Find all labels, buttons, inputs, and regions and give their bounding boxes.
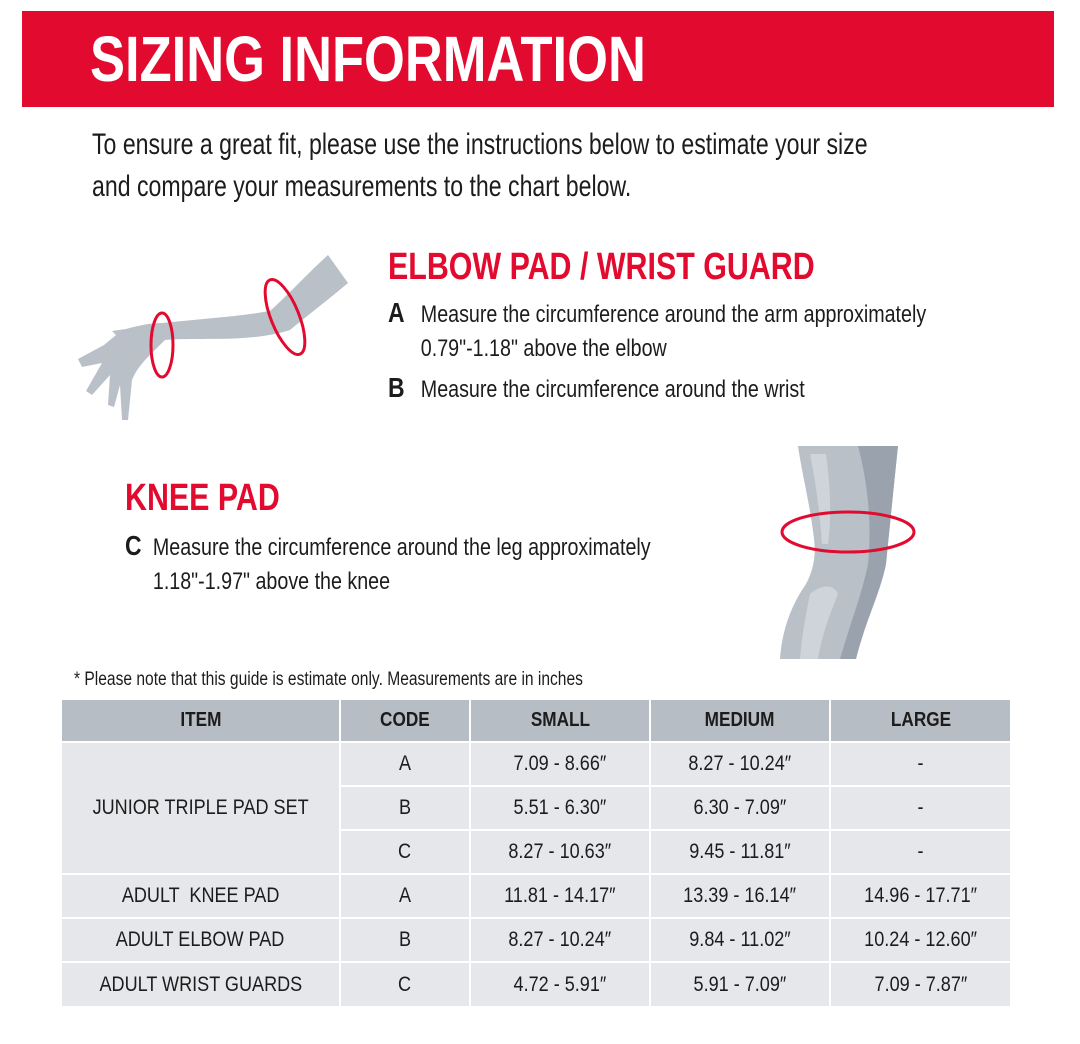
item-cell: ADULT ELBOW PAD: [62, 918, 340, 962]
junior-item-cell: JUNIOR TRIPLE PAD SET: [62, 742, 340, 874]
instruction-a: [388, 296, 926, 366]
medium-cell: 8.27 - 10.24″: [650, 742, 830, 786]
size-chart-table: [62, 700, 1010, 1006]
item-cell: ADULT KNEE PAD: [62, 874, 340, 918]
item-cell: ADULT WRIST GUARDS: [62, 962, 340, 1006]
code-cell: C: [340, 962, 470, 1006]
letter-c: C: [125, 530, 142, 561]
large-cell: -: [830, 742, 1010, 786]
title-banner: [22, 11, 1054, 107]
small-cell: 5.51 - 6.30″: [470, 786, 650, 830]
knee-section-title: KNEE PAD: [125, 477, 280, 519]
large-cell: 10.24 - 12.60″: [830, 918, 1010, 962]
instruction-c: [125, 529, 651, 599]
instruction-c-line-1: Measure the circumference around the leg approximately: [152, 534, 651, 561]
instruction-b-line-1: Measure the circumference around the wrist: [420, 376, 805, 403]
small-cell: 8.27 - 10.24″: [470, 918, 650, 962]
disclaimer-note: * Please note that this guide is estimate only. Measurements are in inches: [74, 669, 583, 690]
header-small: SMALL: [470, 700, 650, 742]
small-cell: 7.09 - 8.66″: [470, 742, 650, 786]
medium-cell: 5.91 - 7.09″: [650, 962, 830, 1006]
code-cell: A: [340, 874, 470, 918]
medium-cell: 6.30 - 7.09″: [650, 786, 830, 830]
instruction-a-line-1: Measure the circumference around the arm approximately: [420, 301, 927, 328]
code-cell: B: [340, 786, 470, 830]
header-item: ITEM: [62, 700, 340, 742]
header-code: CODE: [340, 700, 470, 742]
medium-cell: 9.84 - 11.02″: [650, 918, 830, 962]
table-row: [62, 918, 1010, 962]
intro-line-1: To ensure a great fit, please use the instructions below to estimate your size: [92, 128, 868, 161]
table-row: [62, 742, 1010, 786]
letter-a: A: [388, 297, 405, 328]
header-large: LARGE: [830, 700, 1010, 742]
table-header-row: [62, 700, 1010, 742]
small-cell: 8.27 - 10.63″: [470, 830, 650, 874]
elbow-section-title: ELBOW PAD / WRIST GUARD: [388, 246, 815, 288]
small-cell: 11.81 - 14.17″: [470, 874, 650, 918]
intro-line-2: and compare your measurements to the chart below.: [92, 170, 632, 203]
letter-b: B: [388, 372, 405, 403]
code-cell: B: [340, 918, 470, 962]
medium-cell: 13.39 - 16.14″: [650, 874, 830, 918]
medium-cell: 9.45 - 11.81″: [650, 830, 830, 874]
leg-illustration-icon: [770, 444, 930, 664]
code-cell: C: [340, 830, 470, 874]
large-cell: 14.96 - 17.71″: [830, 874, 1010, 918]
large-cell: 7.09 - 7.87″: [830, 962, 1010, 1006]
table-row: [62, 962, 1010, 1006]
header-medium: MEDIUM: [650, 700, 830, 742]
code-cell: A: [340, 742, 470, 786]
page-title: SIZING INFORMATION: [90, 23, 646, 95]
table-row: [62, 874, 1010, 918]
instruction-a-line-2: 0.79"-1.18" above the elbow: [420, 335, 667, 362]
large-cell: -: [830, 830, 1010, 874]
instruction-b: [388, 371, 805, 407]
instruction-c-line-2: 1.18"-1.97" above the knee: [152, 568, 391, 595]
small-cell: 4.72 - 5.91″: [470, 962, 650, 1006]
large-cell: -: [830, 786, 1010, 830]
arm-illustration-icon: [70, 245, 360, 430]
intro-text: [92, 124, 1016, 208]
